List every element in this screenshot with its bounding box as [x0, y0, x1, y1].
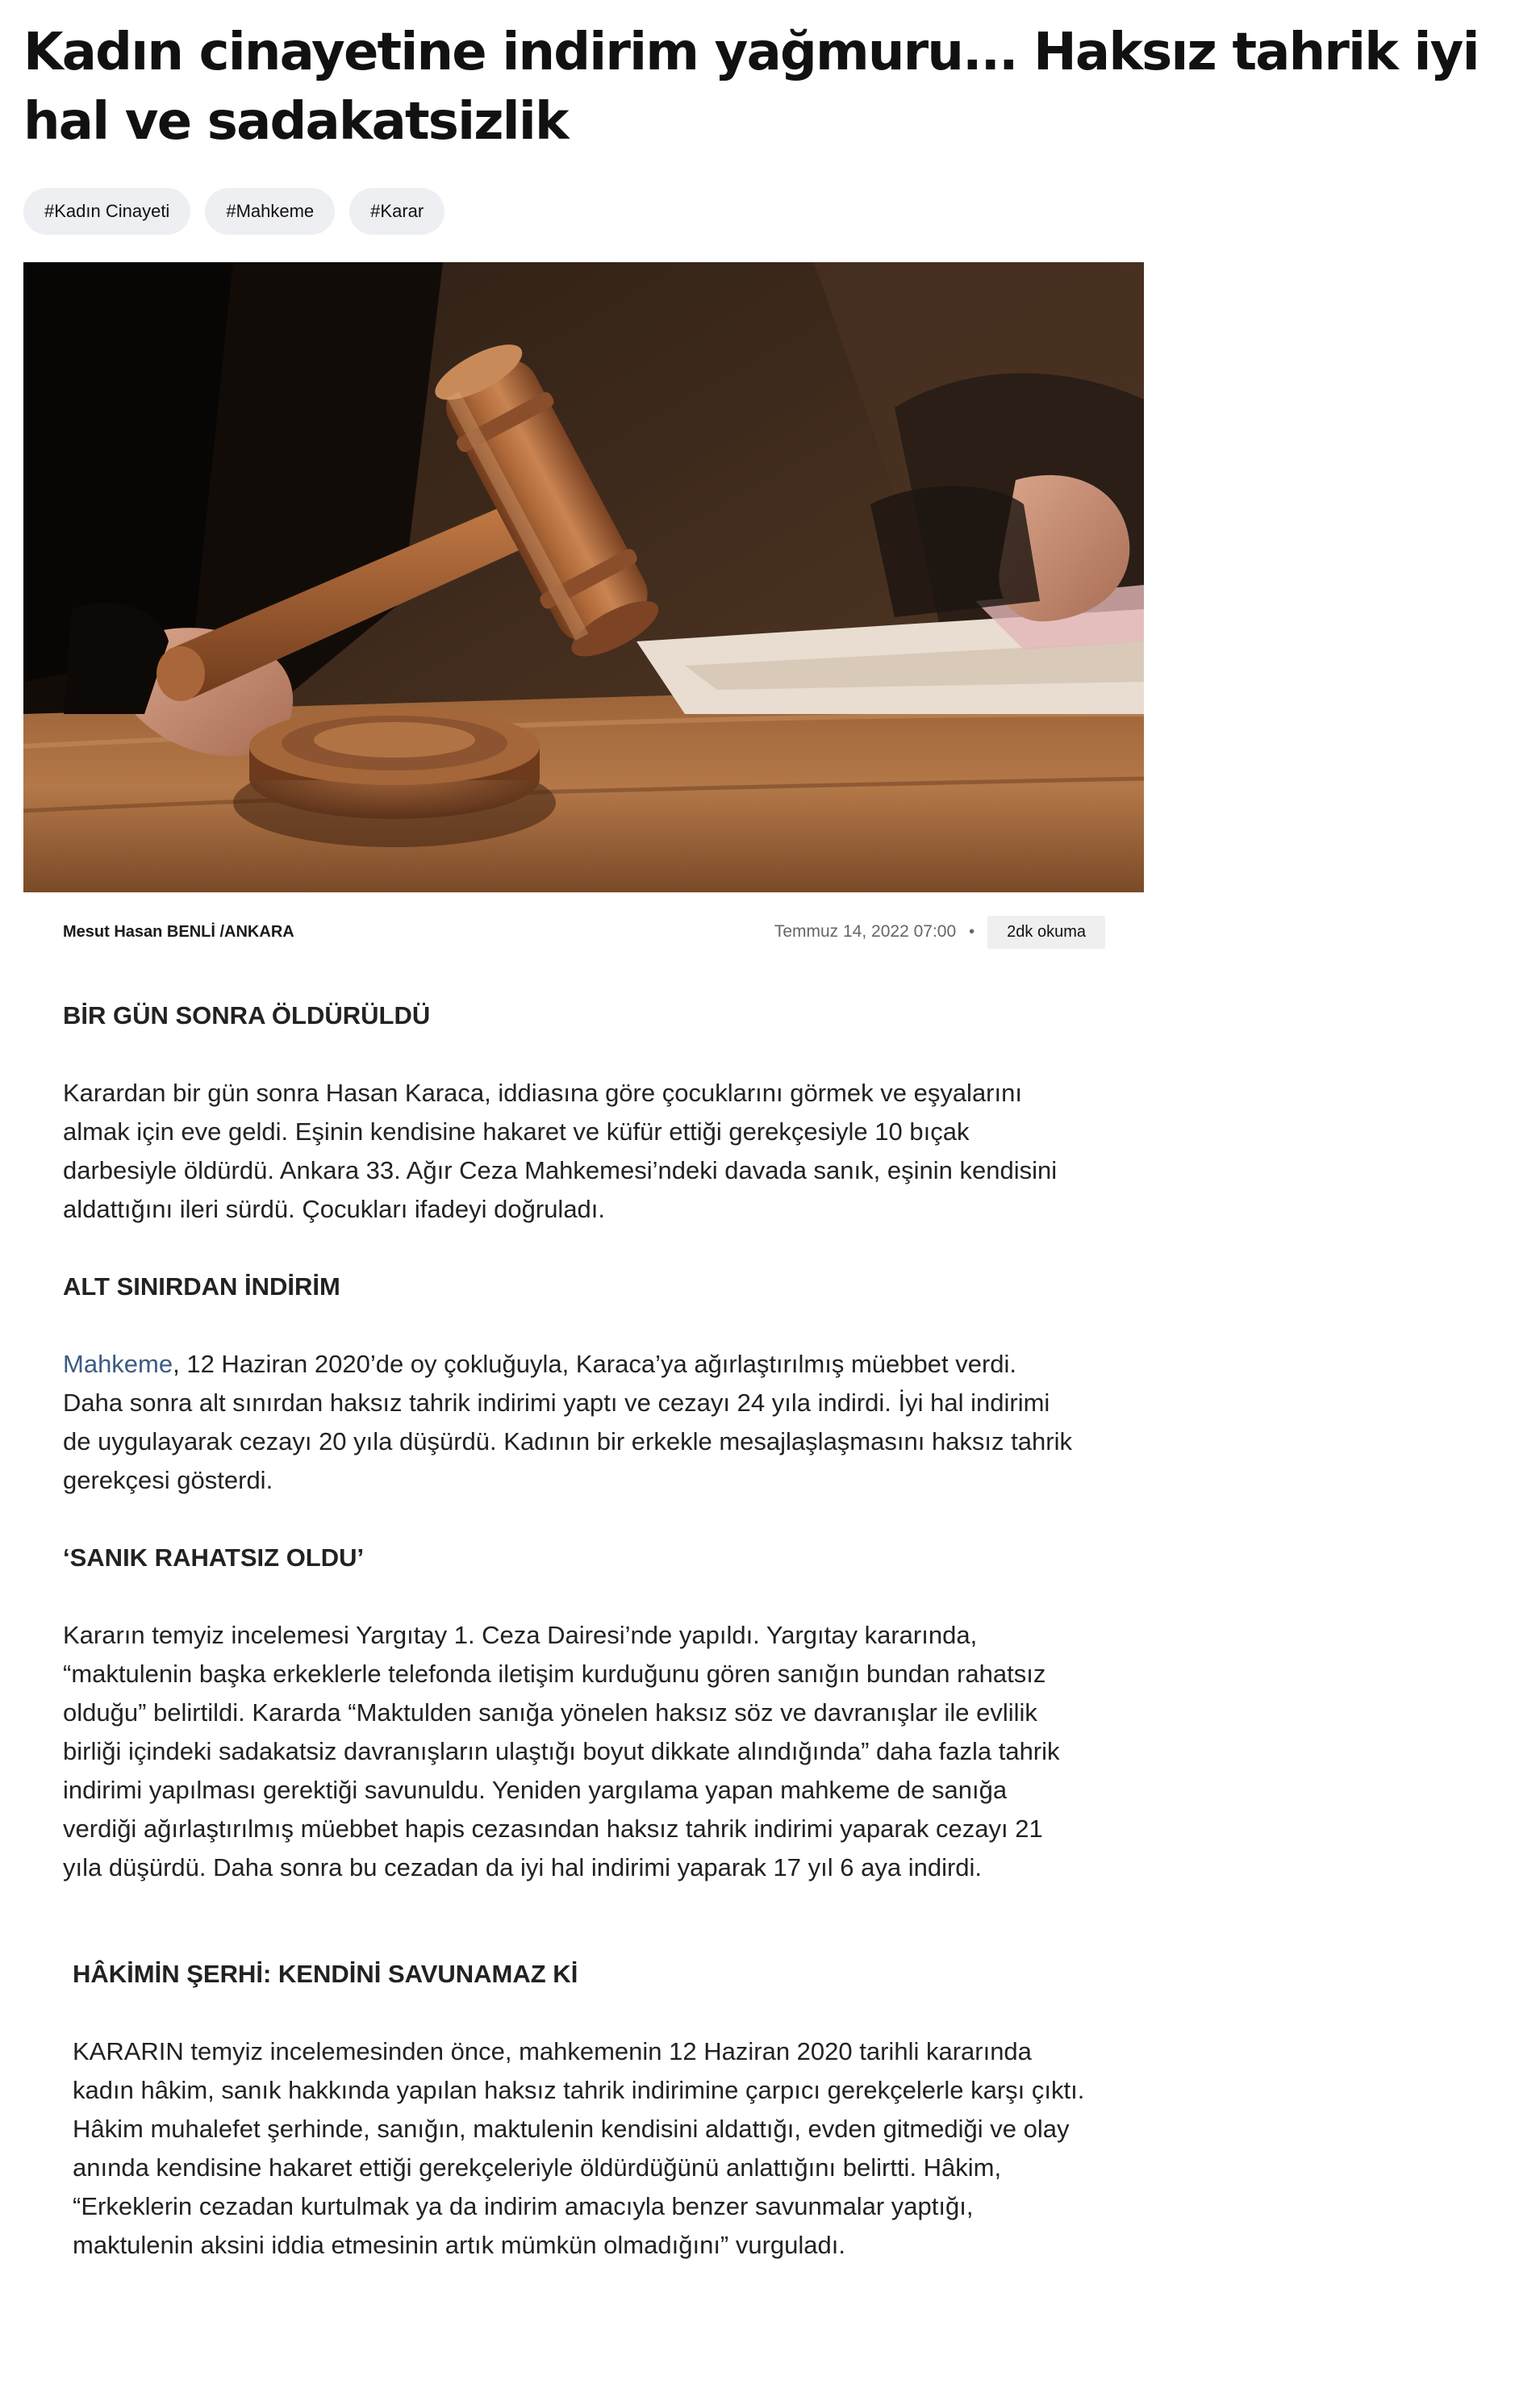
judge-dissent-box: [73, 1955, 1154, 2265]
paragraph-line: Kararın temyiz incelemesi Yargıtay 1. Ceza Dairesi’nde yapıldı. Yargıtay kararında,: [63, 1621, 978, 1649]
paragraph-line: aldattığını ileri sürdü. Çocukları ifadeyi doğruladı.: [63, 1195, 606, 1223]
paragraph-3: [63, 1616, 1144, 1887]
article-title: Kadın cinayetine indirim yağmuru... Haksız tahrik iyi hal ve sadakatsizlik: [23, 23, 1479, 152]
paragraph-2: [63, 1345, 1144, 1500]
paragraph-line: , 12 Haziran 2020’de oy çokluğuyla, Karaca’ya ağırlaştırılmış müebbet verdi.: [173, 1350, 1017, 1378]
tag-list: [23, 188, 444, 235]
author-byline: Mesut Hasan BENLİ /ANKARA: [63, 922, 294, 941]
meta-right: [774, 916, 1105, 949]
section-heading-2: ALT SINIRDAN İNDİRİM: [63, 1272, 340, 1301]
section-heading-1: BİR GÜN SONRA ÖLDÜRÜLDÜ: [63, 1001, 431, 1029]
tag-kadin-cinayeti[interactable]: #Kadın Cinayeti: [23, 188, 190, 235]
paragraph-line: Karardan bir gün sonra Hasan Karaca, iddiasına göre çocuklarını görmek ve eşyalarını: [63, 1079, 1022, 1107]
article-body: [63, 996, 1144, 1887]
paragraph-line: kadın hâkim, sanık hakkında yapılan haksız tahrik indirimine çarpıcı gerekçelerle karşı çıktı.: [73, 2076, 1085, 2104]
mahkeme-link[interactable]: Mahkeme: [63, 1350, 173, 1378]
judge-gavel-photo-icon: [23, 262, 1144, 892]
article-meta: [63, 914, 1105, 950]
paragraph-line: darbesiyle öldürdü. Ankara 33. Ağır Ceza Mahkemesi’ndeki davada sanık, eşinin kendisini: [63, 1156, 1058, 1184]
paragraph-line: “maktulenin başka erkeklerle telefonda iletişim kurduğunu gören sanığın bundan rahatsız: [63, 1660, 1046, 1688]
paragraph-line: Hâkim muhalefet şerhinde, sanığın, maktulenin kendisini aldattığı, evden gitmediği ve olay: [73, 2115, 1070, 2143]
tag-mahkeme[interactable]: #Mahkeme: [205, 188, 335, 235]
paragraph-line: olduğu” belirtildi. Kararda “Maktulden sanığa yönelen haksız söz ve davranışlar ile evlilik: [63, 1698, 1037, 1727]
meta-separator: •: [969, 922, 975, 941]
paragraph-line: yıla düşürdü. Daha sonra bu cezadan da iyi hal indirimi yaparak 17 yıl 6 aya indirdi.: [63, 1853, 983, 1881]
box-paragraph: [73, 2032, 1154, 2265]
paragraph-line: Daha sonra alt sınırdan haksız tahrik indirimi yaptı ve cezayı 24 yıla indirdi. İyi hal indirimi: [63, 1389, 1050, 1417]
paragraph-line: almak için eve geldi. Eşinin kendisine hakaret ve küfür ettiği gerekçesiyle 10 bıçak: [63, 1117, 970, 1146]
paragraph-line: gerekçesi gösterdi.: [63, 1466, 273, 1494]
paragraph-1: [63, 1074, 1144, 1229]
section-heading-3: ‘SANIK RAHATSIZ OLDU’: [63, 1543, 365, 1572]
paragraph-line: de uygulayarak cezayı 20 yıla düşürdü. Kadının bir erkekle mesajlaşlaşmasını haksız tahrik: [63, 1427, 1072, 1455]
paragraph-line: birliği içindeki sadakatsiz davranışların ulaştığı boyut dikkate alındığında” daha fazla tahrik: [63, 1737, 1060, 1765]
tag-karar[interactable]: #Karar: [349, 188, 444, 235]
publish-date: Temmuz 14, 2022 07:00: [774, 922, 957, 941]
paragraph-line: KARARIN temyiz incelemesinden önce, mahkemenin 12 Haziran 2020 tarihli kararında: [73, 2037, 1032, 2065]
paragraph-line: “Erkeklerin cezadan kurtulmak ya da indirim amacıyla benzer savunmalar yaptığı,: [73, 2192, 974, 2220]
read-time-badge: 2dk okuma: [987, 916, 1105, 949]
paragraph-line: verdiği ağırlaştırılmış müebbet hapis cezasından haksız tahrik indirimi yaparak cezayı 21: [63, 1815, 1043, 1843]
paragraph-line: anında kendisine hakaret ettiği gerekçeleriyle öldürdüğünü anlattığını belirtti. Hâkim,: [73, 2153, 1002, 2182]
paragraph-line: indirimi yapılması gerektiği savunuldu. Yeniden yargılama yapan mahkeme de sanığa: [63, 1776, 1008, 1804]
box-heading: HÂKİMİN ŞERHİ: KENDİNİ SAVUNAMAZ Kİ: [73, 1960, 578, 1988]
hero-image: [23, 262, 1144, 892]
paragraph-line: maktulenin aksini iddia etmesinin artık mümkün olmadığını” vurguladı.: [73, 2231, 846, 2259]
